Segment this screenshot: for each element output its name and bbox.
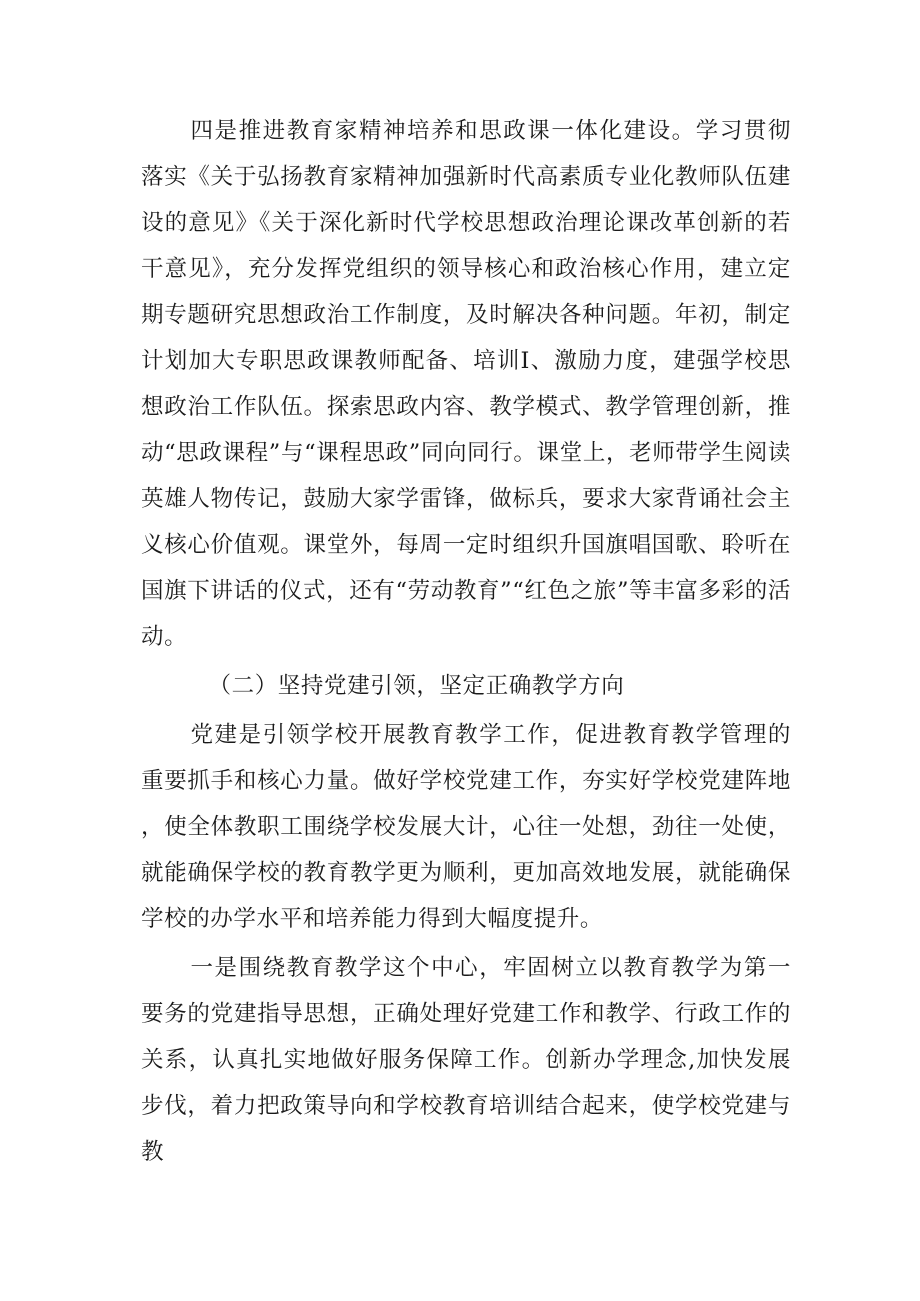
paragraph-party-building: 党建是引领学校开展教育教学工作，促进教育教学管理的重要抓手和核心力量。做好学校党建工作，夯实好学校党建阵地，使全体教职工围绕学校发展大计，心往一处想，劲往一处使，就能确保学校的教育教学更为顺利，更加高效地发展，就能确保学校的办学水平和培养能力得到大幅度提升。 bbox=[141, 722, 791, 932]
document-body bbox=[141, 108, 791, 1175]
paragraph-point-four: 四是推进教育家精神培养和思政课一体化建设。学习贯彻落实《关于弘扬教育家精神加强新时代高素质专业化教师队伍建设的意见》《关于深化新时代学校思想政治理论课改革创新的若干意见》，充分发挥党组织的领导核心和政治核心作用，建立定期专题研究思想政治工作制度，及时解决各种问题。年初，制定计划加大专职思政课教师配备、培训I、激励力度，建强学校思想政治工作队伍。探索思政内容、教学模式、教学管理创新，推动“思政课程”与“课程思政”同向同行。课堂上，老师带学生阅读英雄人物传记，鼓励大家学雷锋，做标兵，要求大家背诵社会主义核心价值观。课堂外，每周一定时组织升国旗唱国歌、聆听在国旗下讲话的仪式，还有“劳动教育”“红色之旅”等丰富多彩的活动。 bbox=[141, 118, 791, 650]
paragraph-point-one: 一是围绕教育教学这个中心，牢固树立以教育教学为第一要务的党建指导思想，正确处理好党建工作和教学、行政工作的关系，认真扎实地做好服务保障工作。创新办学理念,加快发展步伐，着力把政策导向和学校教育培训结合起来，使学校党建与教 bbox=[141, 955, 791, 1165]
section-heading-two: （二）坚持党建引领，坚定正确教学方向 bbox=[208, 673, 625, 699]
